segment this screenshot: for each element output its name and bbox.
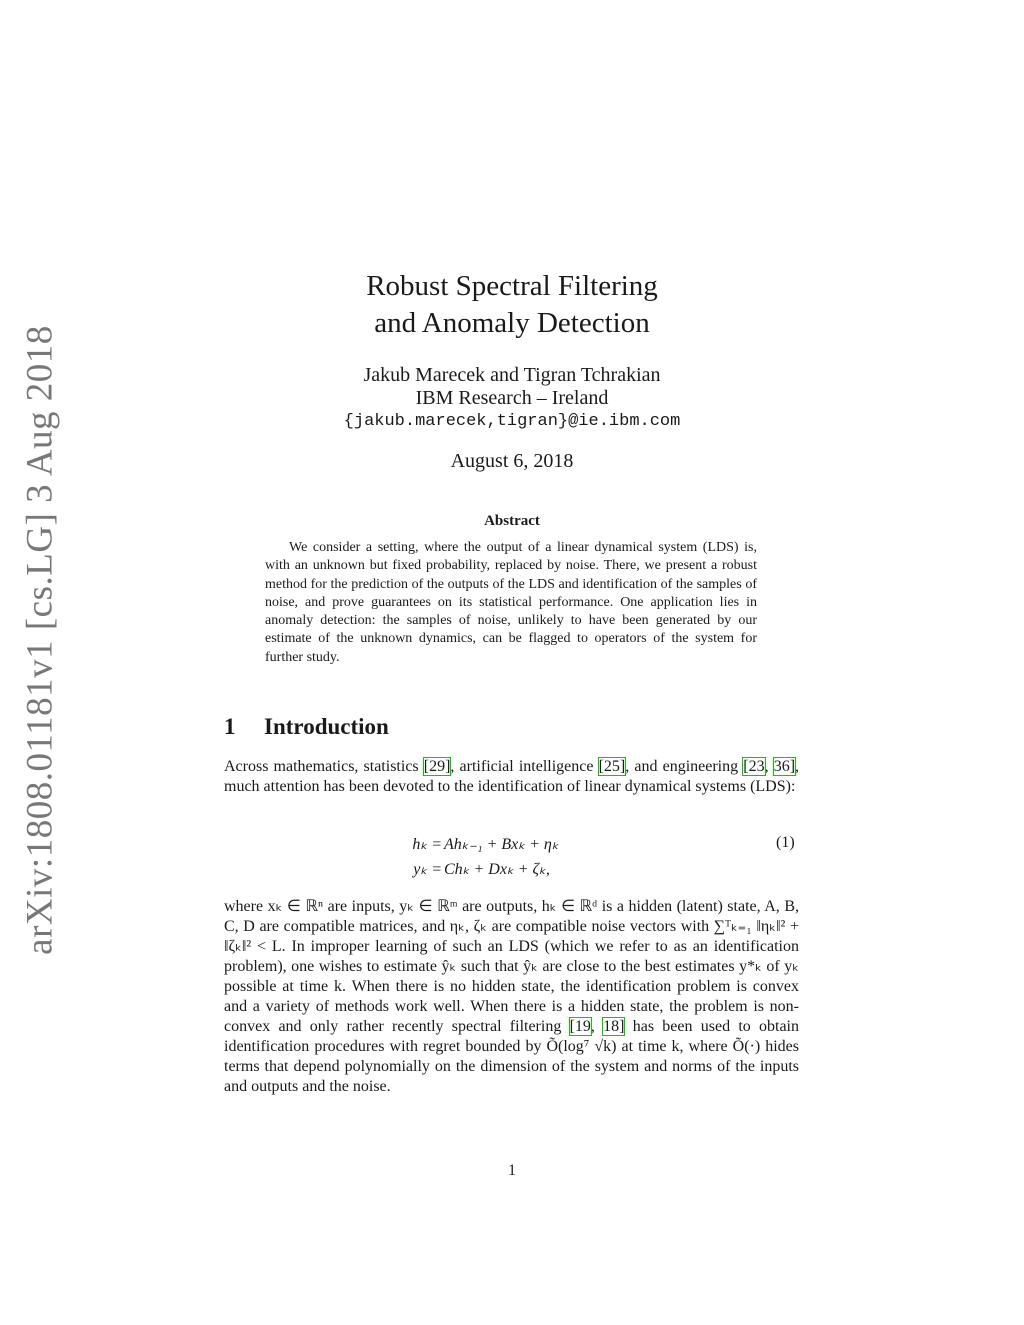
title-line-2: and Anomaly Detection: [374, 307, 650, 339]
section-title: Introduction: [264, 714, 389, 739]
citation-link[interactable]: [23: [743, 758, 765, 775]
abstract-text: We consider a setting, where the output of a linear dynamical system (LDS) is, with an unknown but fixed probability, replaced by noise. There, we present a robust method for the prediction of the outputs of the LDS and identification of the samples of noise, and prove guarantees on its statistical performance. One application lies in anomaly detection: the samples of noise, unlikely to have been generated by our estimate of the unknown dynamics, can be flagged to operators of the system for further study.: [265, 540, 757, 665]
section-heading: [224, 714, 389, 740]
equation-number: (1): [776, 834, 795, 851]
paper-date: August 6, 2018: [450, 450, 574, 472]
text-run: has been used to obtain identification procedures with regret bounded by Õ(log⁷ √k) at time k, where Õ(·) hides terms that depend polynomially on the dimension of the system and norms of the inputs and outputs and the noise.: [224, 1018, 800, 1095]
text-run: ,: [764, 758, 774, 775]
equation-rhs: Ahₖ₋₁ + Bxₖ + ηₖ: [444, 836, 559, 853]
citation-link[interactable]: [29]: [423, 758, 451, 775]
section-number: 1: [224, 714, 236, 739]
author-names: Jakub Marecek and Tigran Tchrakian: [363, 364, 661, 386]
citation-link[interactable]: [19: [569, 1018, 591, 1035]
author-email[interactable]: {jakub.marecek,tigran}@ie.ibm.com: [343, 412, 681, 431]
text-run: , and engineering: [625, 758, 744, 775]
intro-paragraph-1: [224, 757, 799, 797]
text-run: ,: [590, 1018, 604, 1035]
citation-link[interactable]: 18]: [603, 1018, 625, 1035]
page-number: 1: [508, 1162, 516, 1179]
title-line-1: Robust Spectral Filtering: [366, 270, 658, 302]
abstract-heading: Abstract: [484, 513, 540, 529]
equation-lhs: hₖ =: [412, 836, 442, 853]
paper-title: [0, 268, 1024, 342]
author-block: [0, 364, 1024, 433]
text-run: , much attention has been devoted to the identification of linear dynamical systems (LDS):: [224, 758, 800, 795]
equation-rhs: Chₖ + Dxₖ + ζₖ,: [444, 861, 550, 878]
text-run: Across mathematics, statistics: [224, 758, 424, 775]
citation-link[interactable]: [25]: [598, 758, 626, 775]
intro-paragraph-2: [224, 897, 799, 1097]
citation-link[interactable]: 36]: [773, 758, 796, 775]
text-run: , artificial intelligence: [450, 758, 599, 775]
equation-lhs: yₖ =: [413, 861, 442, 878]
arxiv-identifier-stamp[interactable]: arXiv:1808.01181v1 [cs.LG] 3 Aug 2018: [19, 325, 61, 955]
text-run: where xₖ ∈ ℝⁿ are inputs, yₖ ∈ ℝᵐ are outputs, hₖ ∈ ℝᵈ is a hidden (latent) state, A, B, C, D are compatible matrices, and ηₖ, ζₖ are compatible noise vectors with ∑ᵀₖ₌₁ ‖ηₖ‖² + ‖ζₖ‖² < L. In improper learning of such an LDS (which we refer to as an identification problem), one wishes to estimate ŷₖ such that ŷₖ are close to the best estimates y*ₖ of yₖ possible at time k. When there is no hidden state, the identification problem is convex and a variety of methods work well. When there is a hidden state, the problem is non-convex and only rather recently spectral filtering: [224, 898, 799, 1035]
author-affiliation: IBM Research – Ireland: [415, 387, 609, 409]
